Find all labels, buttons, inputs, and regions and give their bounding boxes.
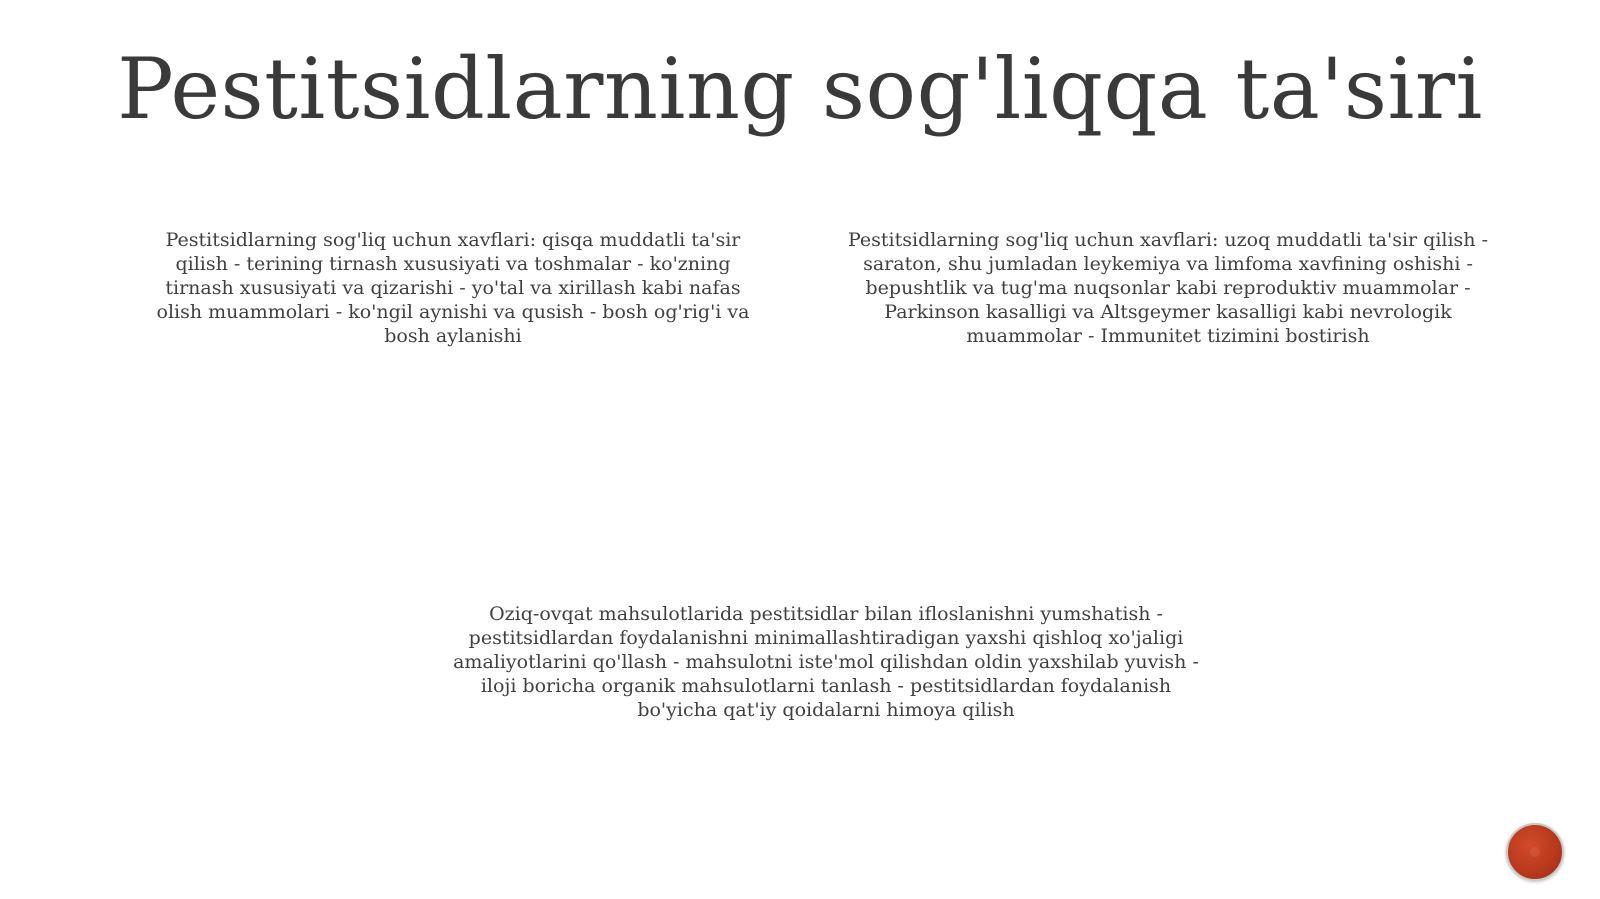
text-block-long-term-risks: Pestitsidlarning sog'liq uchun xavflari: uzoq muddatli ta'sir qilish - saraton, shu jumladan leykemiya va limfoma xavfining oshishi - bepushtlik va tug'ma nuqsonlar kabi reproduktiv muammolar - Parkinson kasalligi va Altsgeymer kasalligi kabi nevrologik muammolar - Immunitet tizimini bostirish (847, 229, 1489, 347)
record-button[interactable] (1506, 823, 1564, 881)
text-block-mitigation: Oziq-ovqat mahsulotlarida pestitsidlar bilan ifloslanishni yumshatish - pestitsidlardan foydalanishni minimallashtiradigan yaxshi qishloq xo'jaligi amaliyotlarini qo'llash - mahsulotni iste'mol qilishdan oldin yaxshilab yuvish - iloji boricha organik mahsulotlarni tanlash - pestitsidlardan foydalanish bo'yicha qat'iy qoidalarni himoya qilish (453, 603, 1199, 721)
record-icon (1530, 847, 1540, 857)
slide-title: Pestitsidlarning sog'liqqa ta'siri (117, 40, 1483, 138)
text-block-short-term-risks: Pestitsidlarning sog'liq uchun xavflari: qisqa muddatli ta'sir qilish - terining tirnash xususiyati va toshmalar - ko'zning tirnash xususiyati va qizarishi - yo'tal va xirillash kabi nafas olish muammolari - ko'ngil aynishi va qusish - bosh og'rig'i va bosh aylanishi (156, 229, 750, 347)
